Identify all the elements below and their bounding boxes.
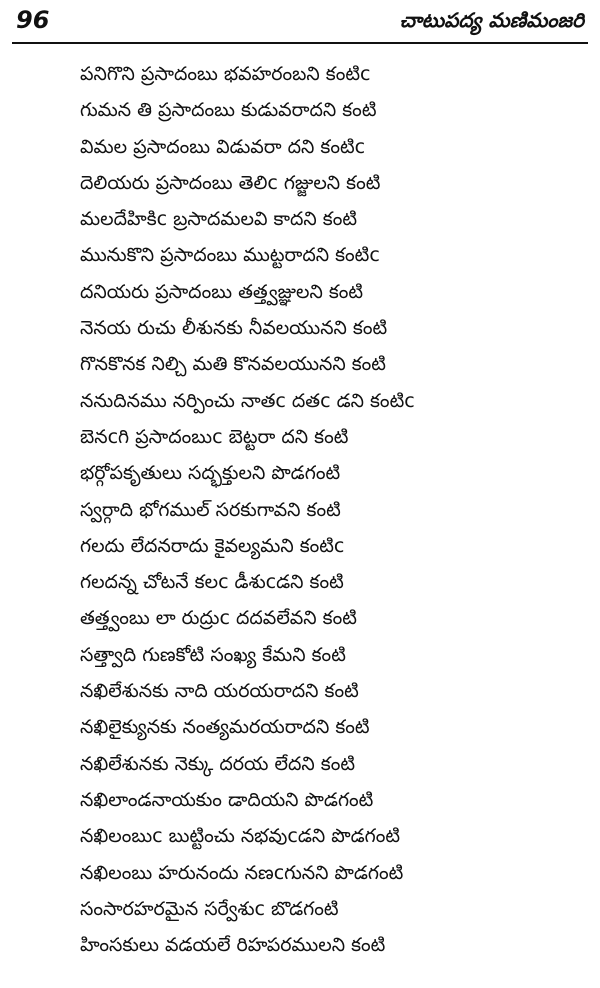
page-number: 96: [16, 6, 50, 34]
poem-line: దెలియరు ప్రసాదంబు తెలిc గజ్జులని కంటి: [80, 171, 381, 194]
poem-body: [80, 56, 580, 963]
poem-line: భర్గోపకృతులు సద్భక్తులని పొడగంటి: [80, 462, 341, 485]
poem-line: నఖిలేశునకు నెక్కు దరయ లేదని కంటి: [80, 752, 355, 775]
poem-line: మునుకొని ప్రసాదంబు ముట్టరాదని కంటిc: [80, 244, 380, 267]
poem-line: నఖిలైక్యునకు నంత్యమరయరాదని కంటి: [80, 716, 370, 739]
poem-line: గలదన్న చోటనే కలc డీశుcడని కంటి: [80, 571, 344, 594]
running-title: చాటుపద్య మణిమంజరి: [399, 8, 584, 32]
poem-line: స్వర్గాది భోగముల్ సరకుగావని కంటి: [80, 498, 341, 521]
page-header: [0, 0, 600, 46]
poem-line: తత్త్వంబు లా రుద్రుc దదవలేవని కంటి: [80, 607, 357, 630]
poem-line: మలదేహికిc బ్రసాదమలవి కాదని కంటి: [80, 208, 358, 231]
header-rule: [12, 42, 588, 44]
poem-line: గుమన తి ప్రసాదంబు కుడువరాదని కంటి: [80, 99, 377, 122]
poem-line: ననుదినము నర్పించు నాతc దతc డని కంటిc: [80, 389, 415, 412]
poem-line: గొనకొనక నిల్చి మతి కొనవలయునని కంటి: [80, 353, 386, 376]
poem-line: బెనcగి ప్రసాదంబుc బెట్టరా దని కంటి: [80, 425, 349, 448]
poem-line: సంసారహరమైన సర్వేశుc బొడగంటి: [80, 897, 339, 920]
poem-line: సత్త్వాది గుణకోటి సంఖ్య కేమని కంటి: [80, 643, 346, 666]
poem-line: పనిగొని ప్రసాదంబు భవహరంబని కంటిc: [80, 63, 371, 85]
poem-line: దనియరు ప్రసాదంబు తత్త్వజ్ఞులని కంటి: [80, 280, 364, 303]
poem-line: విమల ప్రసాదంబు విడువరా దని కంటిc: [80, 135, 366, 158]
poem-line: నఖిలంబుc బుట్టించు నభవుcడని పొడగంటి: [80, 825, 401, 848]
poem-line: హింసకులు వడయలే రిహపరములని కంటి: [80, 934, 386, 957]
poem-line: నఖిలంబు హరునందు నణcగునని పొడగంటి: [80, 861, 404, 884]
poem-line: గలదు లేదనరాదు కైవల్యమని కంటిc: [80, 534, 345, 557]
poem-line: నఖిలాండనాయకుం డాదియని పొడగంటి: [80, 788, 374, 811]
poem-line: నఖిలేశునకు నాది యరయరాదని కంటి: [80, 680, 359, 703]
poem-line: నెనయ రుచు లీశునకు నీవలయునని కంటి: [80, 317, 388, 340]
